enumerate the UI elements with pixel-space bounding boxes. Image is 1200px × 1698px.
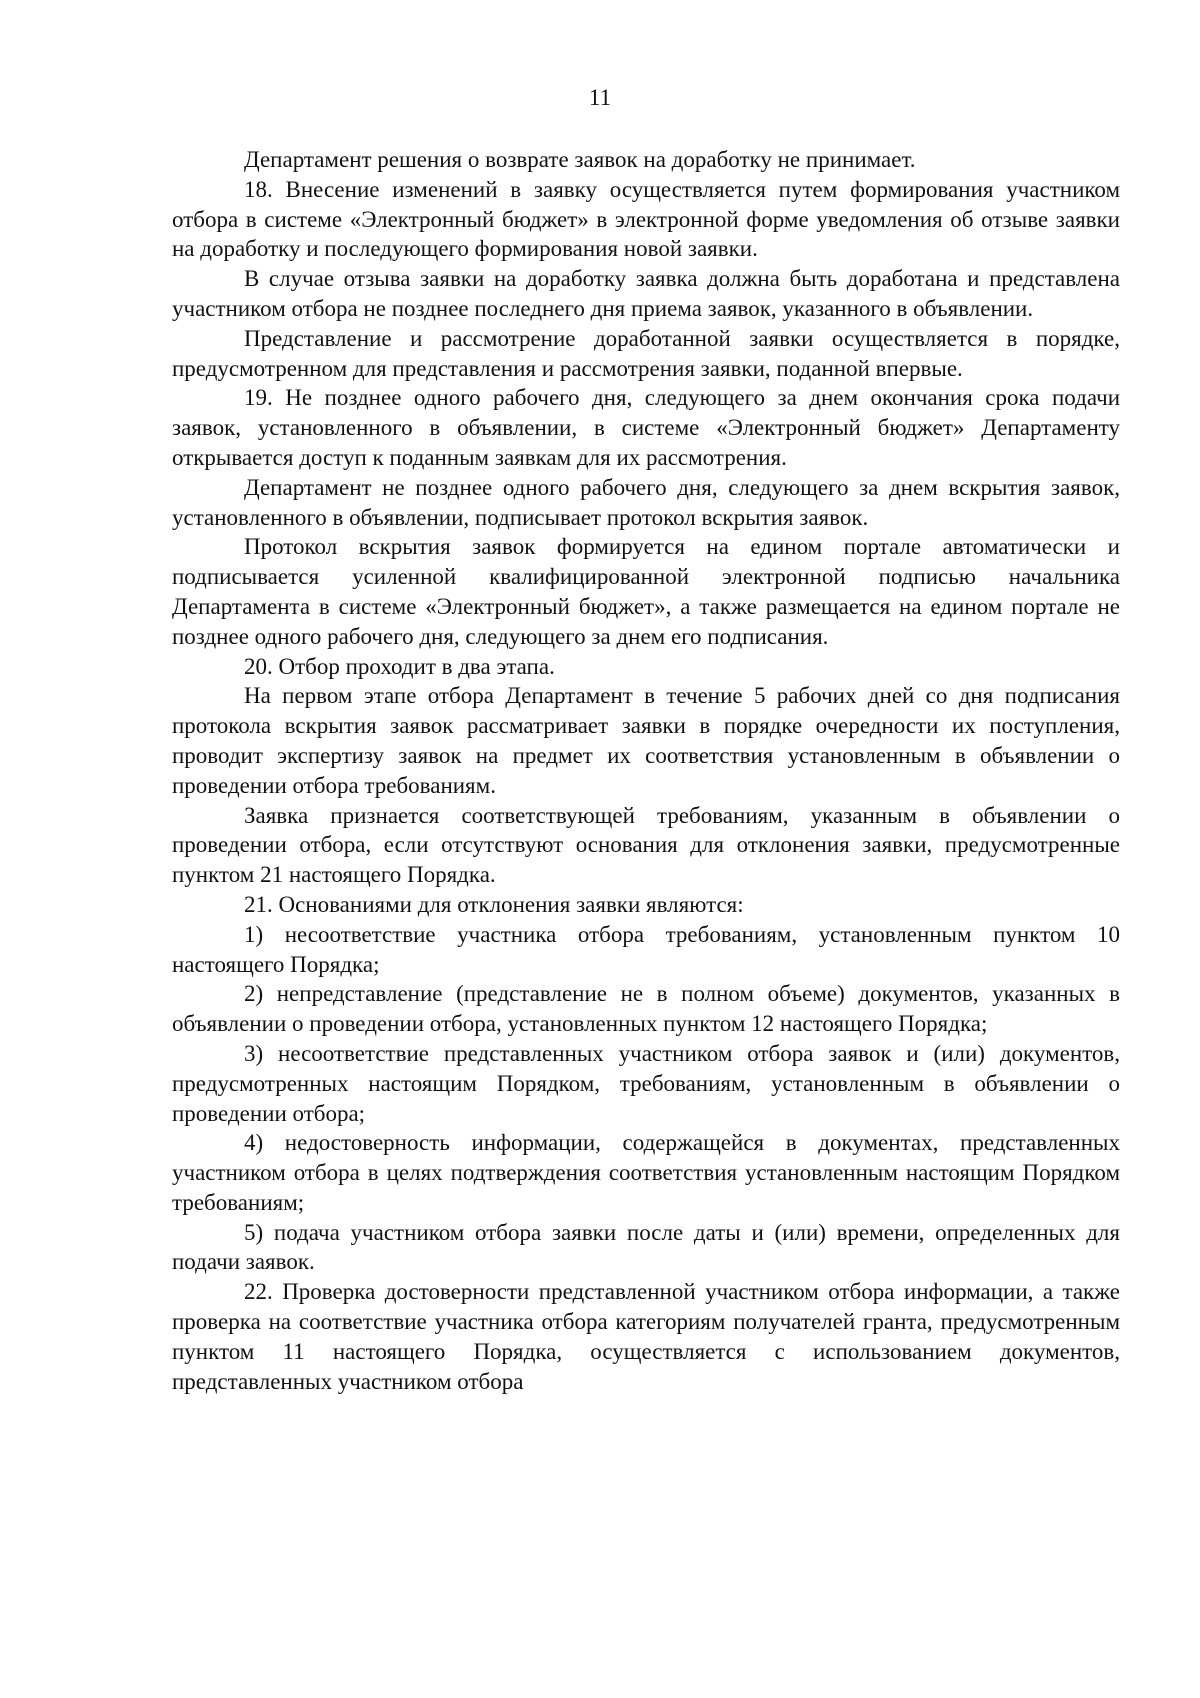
paragraph: Представление и рассмотрение доработанной заявки осуществляется в порядке, предусмотренном для представления и рассмотрения заявки, поданной впервые. bbox=[172, 325, 1120, 381]
paragraph: 2) непредставление (представление не в полном объеме) документов, указанных в объявлении о проведении отбора, установленных пунктом 12 настоящего Порядка; bbox=[172, 981, 1120, 1037]
paragraph: 1) несоответствие участника отбора требованиям, установленным пунктом 10 настоящего Порядка; bbox=[172, 921, 1120, 977]
paragraph: 18. Внесение изменений в заявку осуществляется путем формирования участником отбора в системе «Электронный бюджет» в электронной форме уведомления об отзыве заявки на доработку и последующего формирования новой заявки. bbox=[172, 176, 1120, 262]
paragraph: 3) несоответствие представленных участником отбора заявок и (или) документов, предусмотренных настоящим Порядком, требованиям, установленным в объявлении о проведении отбора; bbox=[172, 1040, 1120, 1126]
paragraph: 5) подача участником отбора заявки после даты и (или) времени, определенных для подачи заявок. bbox=[172, 1219, 1120, 1275]
paragraph: На первом этапе отбора Департамент в течение 5 рабочих дней со дня подписания протокола вскрытия заявок рассматривает заявки в порядке очередности их поступления, проводит экспертизу заявок на предмет их соответствия установленным в объявлении о проведении отбора требованиям. bbox=[172, 683, 1120, 798]
paragraph: 19. Не позднее одного рабочего дня, следующего за днем окончания срока подачи заявок, установленного в объявлении, в системе «Электронный бюджет» Департаменту открывается доступ к поданным заявкам для их рассмотрения. bbox=[172, 385, 1120, 470]
paragraph: 22. Проверка достоверности представленной участником отбора информации, а также проверка на соответствие участника отбора категориям получателей гранта, предусмотренным пунктом 11 настоящего Порядка, осуществляется с использованием документов, представленных участником отбора bbox=[172, 1279, 1120, 1394]
paragraph: Департамент не позднее одного рабочего дня, следующего за днем вскрытия заявок, установленного в объявлении, подписывает протокол вскрытия заявок. bbox=[172, 474, 1120, 530]
document-body bbox=[172, 145, 1120, 1396]
paragraph: Заявка признается соответствующей требованиям, указанным в объявлении о проведении отбора, если отсутствуют основания для отклонения заявки, предусмотренные пунктом 21 настоящего Порядка. bbox=[172, 802, 1120, 888]
paragraph: 21. Основаниями для отклонения заявки являются: bbox=[244, 891, 744, 917]
paragraph: 20. Отбор проходит в два этапа. bbox=[244, 653, 555, 679]
paragraph: 4) недостоверность информации, содержащейся в документах, представленных участником отбора в целях подтверждения соответствия установленным настоящим Порядком требованиям; bbox=[172, 1130, 1120, 1215]
paragraph: Протокол вскрытия заявок формируется на едином портале автоматически и подписывается усиленной квалифицированной электронной подписью начальника Департамента в системе «Электронный бюджет», а также размещается на едином портале не позднее одного рабочего дня, следующего за днем его подписания. bbox=[172, 534, 1120, 649]
paragraph: В случае отзыва заявки на доработку заявка должна быть доработана и представлена участником отбора не позднее последнего дня приема заявок, указанного в объявлении. bbox=[172, 266, 1120, 321]
page-number: 11 bbox=[588, 85, 612, 110]
paragraph: Департамент решения о возврате заявок на доработку не принимает. bbox=[244, 147, 916, 172]
